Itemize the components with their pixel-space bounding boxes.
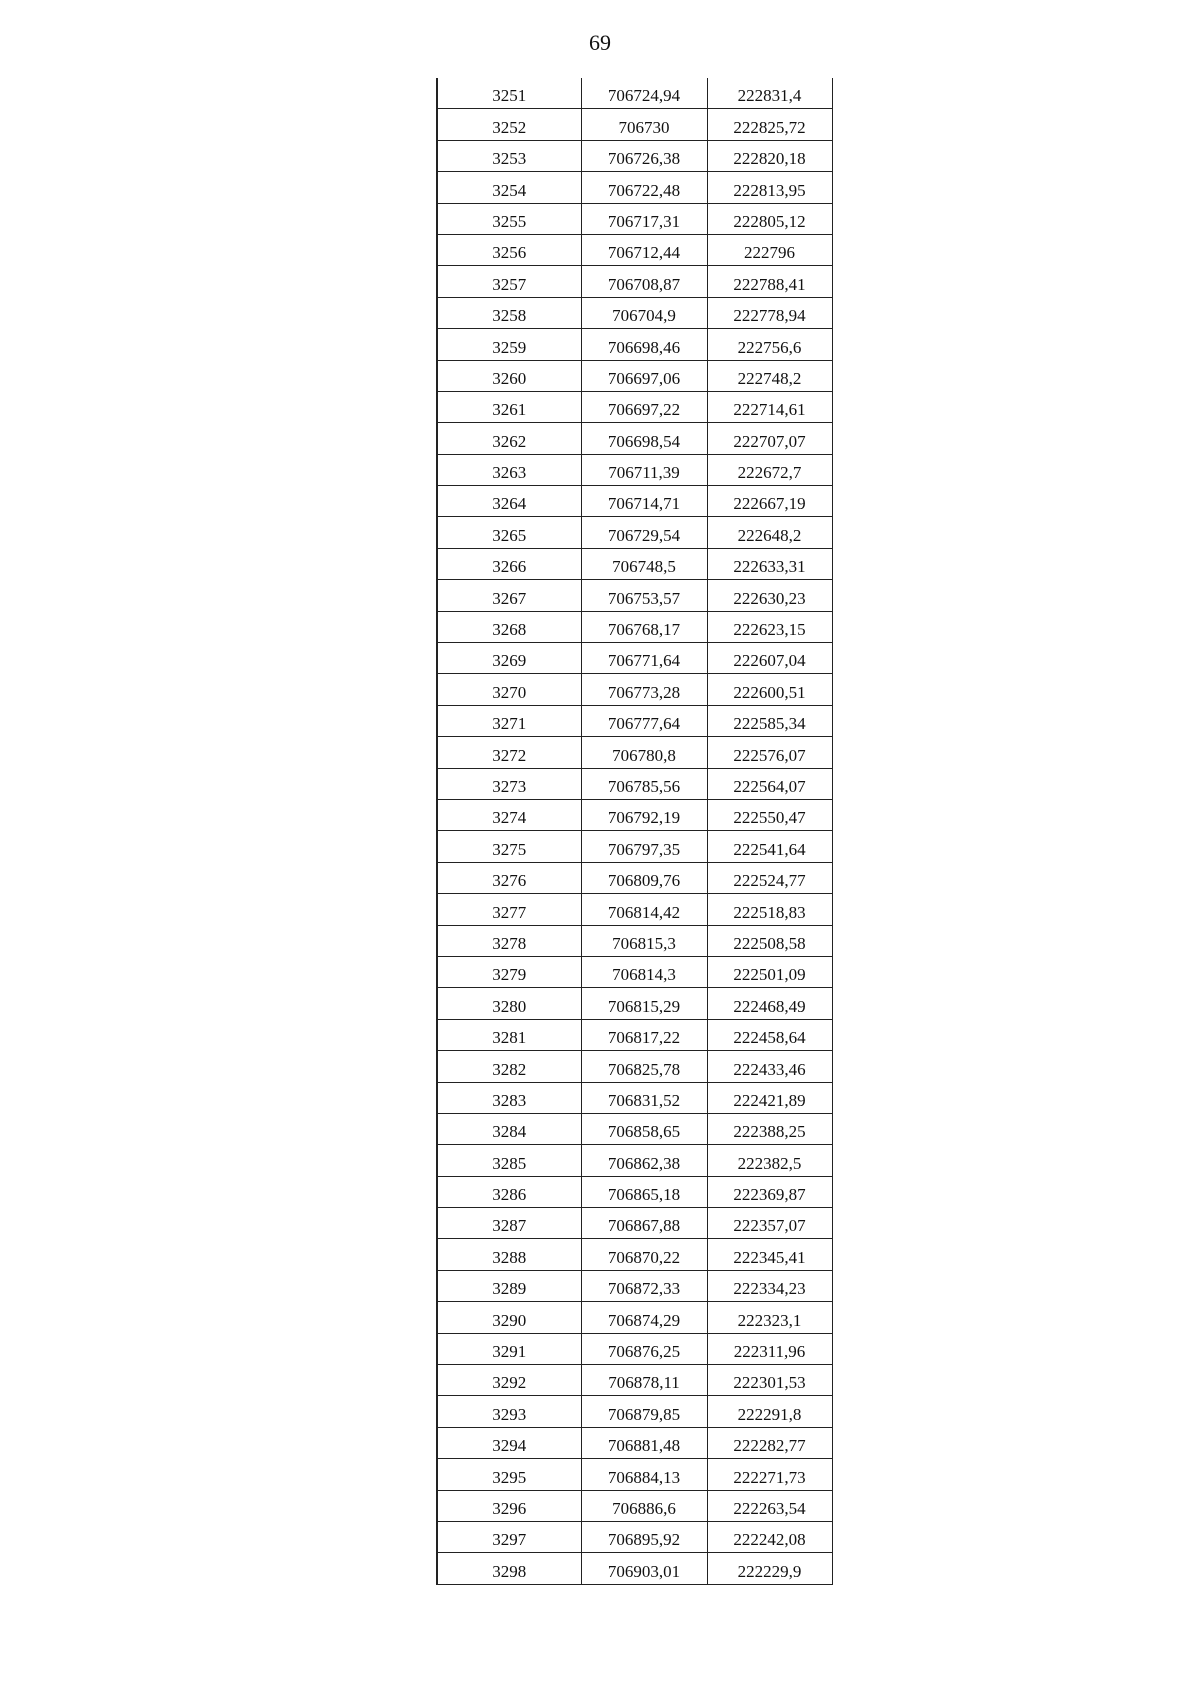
y-coordinate-cell: 222518,83 xyxy=(707,894,832,925)
point-number-cell: 3282 xyxy=(437,1051,581,1082)
table-row xyxy=(437,768,832,799)
table-row xyxy=(437,643,832,674)
x-coordinate-cell: 706753,57 xyxy=(581,580,707,611)
point-number-cell: 3273 xyxy=(437,768,581,799)
table-row xyxy=(437,1396,832,1427)
x-coordinate-cell: 706814,42 xyxy=(581,894,707,925)
point-number-cell: 3272 xyxy=(437,737,581,768)
table-row xyxy=(437,78,832,109)
table-row xyxy=(437,140,832,171)
table-row xyxy=(437,1270,832,1301)
y-coordinate-cell: 222541,64 xyxy=(707,831,832,862)
point-number-cell: 3276 xyxy=(437,862,581,893)
x-coordinate-cell: 706831,52 xyxy=(581,1082,707,1113)
table-row xyxy=(437,454,832,485)
x-coordinate-cell: 706704,9 xyxy=(581,297,707,328)
x-coordinate-cell: 706712,44 xyxy=(581,234,707,265)
y-coordinate-cell: 222576,07 xyxy=(707,737,832,768)
x-coordinate-cell: 706881,48 xyxy=(581,1427,707,1458)
x-coordinate-cell: 706872,33 xyxy=(581,1270,707,1301)
table-row xyxy=(437,548,832,579)
x-coordinate-cell: 706697,22 xyxy=(581,391,707,422)
x-coordinate-cell: 706876,25 xyxy=(581,1333,707,1364)
x-coordinate-cell: 706771,64 xyxy=(581,643,707,674)
y-coordinate-cell: 222564,07 xyxy=(707,768,832,799)
table-row xyxy=(437,988,832,1019)
y-coordinate-cell: 222633,31 xyxy=(707,548,832,579)
table-row xyxy=(437,234,832,265)
table-row xyxy=(437,925,832,956)
y-coordinate-cell: 222301,53 xyxy=(707,1365,832,1396)
x-coordinate-cell: 706870,22 xyxy=(581,1239,707,1270)
y-coordinate-cell: 222334,23 xyxy=(707,1270,832,1301)
point-number-cell: 3262 xyxy=(437,423,581,454)
x-coordinate-cell: 706797,35 xyxy=(581,831,707,862)
table-row xyxy=(437,1365,832,1396)
point-number-cell: 3291 xyxy=(437,1333,581,1364)
point-number-cell: 3259 xyxy=(437,329,581,360)
y-coordinate-cell: 222825,72 xyxy=(707,109,832,140)
point-number-cell: 3297 xyxy=(437,1521,581,1552)
point-number-cell: 3281 xyxy=(437,1019,581,1050)
x-coordinate-cell: 706717,31 xyxy=(581,203,707,234)
x-coordinate-cell: 706862,38 xyxy=(581,1145,707,1176)
y-coordinate-cell: 222263,54 xyxy=(707,1490,832,1521)
point-number-cell: 3258 xyxy=(437,297,581,328)
x-coordinate-cell: 706698,54 xyxy=(581,423,707,454)
table-row xyxy=(437,611,832,642)
x-coordinate-cell: 706730 xyxy=(581,109,707,140)
table-row xyxy=(437,1208,832,1239)
x-coordinate-cell: 706815,3 xyxy=(581,925,707,956)
table-row xyxy=(437,956,832,987)
x-coordinate-cell: 706867,88 xyxy=(581,1208,707,1239)
table-row xyxy=(437,360,832,391)
point-number-cell: 3293 xyxy=(437,1396,581,1427)
y-coordinate-cell: 222707,07 xyxy=(707,423,832,454)
table-row xyxy=(437,172,832,203)
x-coordinate-cell: 706698,46 xyxy=(581,329,707,360)
table-row xyxy=(437,1082,832,1113)
point-number-cell: 3277 xyxy=(437,894,581,925)
y-coordinate-cell: 222813,95 xyxy=(707,172,832,203)
y-coordinate-cell: 222229,9 xyxy=(707,1553,832,1584)
y-coordinate-cell: 222242,08 xyxy=(707,1521,832,1552)
y-coordinate-cell: 222805,12 xyxy=(707,203,832,234)
x-coordinate-cell: 706814,3 xyxy=(581,956,707,987)
point-number-cell: 3271 xyxy=(437,705,581,736)
table-row xyxy=(437,297,832,328)
table-row xyxy=(437,1239,832,1270)
point-number-cell: 3270 xyxy=(437,674,581,705)
y-coordinate-cell: 222831,4 xyxy=(707,78,832,109)
y-coordinate-cell: 222524,77 xyxy=(707,862,832,893)
y-coordinate-cell: 222311,96 xyxy=(707,1333,832,1364)
point-number-cell: 3261 xyxy=(437,391,581,422)
point-number-cell: 3295 xyxy=(437,1459,581,1490)
y-coordinate-cell: 222323,1 xyxy=(707,1302,832,1333)
y-coordinate-cell: 222623,15 xyxy=(707,611,832,642)
y-coordinate-cell: 222648,2 xyxy=(707,517,832,548)
point-number-cell: 3285 xyxy=(437,1145,581,1176)
y-coordinate-cell: 222282,77 xyxy=(707,1427,832,1458)
x-coordinate-cell: 706879,85 xyxy=(581,1396,707,1427)
table-row xyxy=(437,203,832,234)
point-number-cell: 3288 xyxy=(437,1239,581,1270)
table-row xyxy=(437,1113,832,1144)
y-coordinate-cell: 222672,7 xyxy=(707,454,832,485)
x-coordinate-cell: 706780,8 xyxy=(581,737,707,768)
point-number-cell: 3296 xyxy=(437,1490,581,1521)
point-number-cell: 3279 xyxy=(437,956,581,987)
x-coordinate-cell: 706878,11 xyxy=(581,1365,707,1396)
y-coordinate-cell: 222748,2 xyxy=(707,360,832,391)
point-number-cell: 3267 xyxy=(437,580,581,611)
x-coordinate-cell: 706785,56 xyxy=(581,768,707,799)
point-number-cell: 3298 xyxy=(437,1553,581,1584)
coordinates-table-body xyxy=(437,78,832,1584)
x-coordinate-cell: 706697,06 xyxy=(581,360,707,391)
table-row xyxy=(437,423,832,454)
point-number-cell: 3269 xyxy=(437,643,581,674)
table-row xyxy=(437,1427,832,1458)
table-row xyxy=(437,391,832,422)
y-coordinate-cell: 222778,94 xyxy=(707,297,832,328)
point-number-cell: 3283 xyxy=(437,1082,581,1113)
table-row xyxy=(437,486,832,517)
y-coordinate-cell: 222345,41 xyxy=(707,1239,832,1270)
x-coordinate-cell: 706815,29 xyxy=(581,988,707,1019)
y-coordinate-cell: 222667,19 xyxy=(707,486,832,517)
y-coordinate-cell: 222788,41 xyxy=(707,266,832,297)
x-coordinate-cell: 706714,71 xyxy=(581,486,707,517)
table-row xyxy=(437,1302,832,1333)
table-row xyxy=(437,1051,832,1082)
y-coordinate-cell: 222796 xyxy=(707,234,832,265)
table-row xyxy=(437,894,832,925)
x-coordinate-cell: 706773,28 xyxy=(581,674,707,705)
point-number-cell: 3252 xyxy=(437,109,581,140)
table-row xyxy=(437,1490,832,1521)
point-number-cell: 3256 xyxy=(437,234,581,265)
x-coordinate-cell: 706884,13 xyxy=(581,1459,707,1490)
point-number-cell: 3287 xyxy=(437,1208,581,1239)
page-number: 69 xyxy=(589,30,611,55)
x-coordinate-cell: 706708,87 xyxy=(581,266,707,297)
y-coordinate-cell: 222271,73 xyxy=(707,1459,832,1490)
y-coordinate-cell: 222369,87 xyxy=(707,1176,832,1207)
y-coordinate-cell: 222468,49 xyxy=(707,988,832,1019)
y-coordinate-cell: 222421,89 xyxy=(707,1082,832,1113)
point-number-cell: 3265 xyxy=(437,517,581,548)
table-row xyxy=(437,799,832,830)
coordinates-table xyxy=(436,78,833,1585)
point-number-cell: 3264 xyxy=(437,486,581,517)
point-number-cell: 3260 xyxy=(437,360,581,391)
table-row xyxy=(437,1459,832,1490)
y-coordinate-cell: 222820,18 xyxy=(707,140,832,171)
x-coordinate-cell: 706874,29 xyxy=(581,1302,707,1333)
table-row xyxy=(437,1176,832,1207)
table-row xyxy=(437,1521,832,1552)
y-coordinate-cell: 222607,04 xyxy=(707,643,832,674)
table-row xyxy=(437,109,832,140)
point-number-cell: 3266 xyxy=(437,548,581,579)
x-coordinate-cell: 706777,64 xyxy=(581,705,707,736)
x-coordinate-cell: 706722,48 xyxy=(581,172,707,203)
x-coordinate-cell: 706724,94 xyxy=(581,78,707,109)
table-row xyxy=(437,580,832,611)
point-number-cell: 3268 xyxy=(437,611,581,642)
table-row xyxy=(437,737,832,768)
y-coordinate-cell: 222756,6 xyxy=(707,329,832,360)
y-coordinate-cell: 222550,47 xyxy=(707,799,832,830)
point-number-cell: 3290 xyxy=(437,1302,581,1333)
x-coordinate-cell: 706768,17 xyxy=(581,611,707,642)
x-coordinate-cell: 706817,22 xyxy=(581,1019,707,1050)
table-row xyxy=(437,1333,832,1364)
table-row xyxy=(437,1553,832,1584)
table-row xyxy=(437,266,832,297)
y-coordinate-cell: 222458,64 xyxy=(707,1019,832,1050)
point-number-cell: 3253 xyxy=(437,140,581,171)
point-number-cell: 3284 xyxy=(437,1113,581,1144)
x-coordinate-cell: 706903,01 xyxy=(581,1553,707,1584)
table-row xyxy=(437,1019,832,1050)
y-coordinate-cell: 222291,8 xyxy=(707,1396,832,1427)
y-coordinate-cell: 222714,61 xyxy=(707,391,832,422)
x-coordinate-cell: 706825,78 xyxy=(581,1051,707,1082)
y-coordinate-cell: 222630,23 xyxy=(707,580,832,611)
point-number-cell: 3263 xyxy=(437,454,581,485)
y-coordinate-cell: 222382,5 xyxy=(707,1145,832,1176)
point-number-cell: 3251 xyxy=(437,78,581,109)
y-coordinate-cell: 222508,58 xyxy=(707,925,832,956)
point-number-cell: 3254 xyxy=(437,172,581,203)
x-coordinate-cell: 706865,18 xyxy=(581,1176,707,1207)
table-row xyxy=(437,705,832,736)
y-coordinate-cell: 222433,46 xyxy=(707,1051,832,1082)
x-coordinate-cell: 706726,38 xyxy=(581,140,707,171)
table-row xyxy=(437,1145,832,1176)
point-number-cell: 3275 xyxy=(437,831,581,862)
point-number-cell: 3255 xyxy=(437,203,581,234)
x-coordinate-cell: 706858,65 xyxy=(581,1113,707,1144)
point-number-cell: 3280 xyxy=(437,988,581,1019)
y-coordinate-cell: 222585,34 xyxy=(707,705,832,736)
table-row xyxy=(437,517,832,548)
table-row xyxy=(437,831,832,862)
x-coordinate-cell: 706809,76 xyxy=(581,862,707,893)
y-coordinate-cell: 222388,25 xyxy=(707,1113,832,1144)
table-row xyxy=(437,674,832,705)
table-row xyxy=(437,329,832,360)
y-coordinate-cell: 222600,51 xyxy=(707,674,832,705)
y-coordinate-cell: 222501,09 xyxy=(707,956,832,987)
x-coordinate-cell: 706886,6 xyxy=(581,1490,707,1521)
x-coordinate-cell: 706792,19 xyxy=(581,799,707,830)
x-coordinate-cell: 706748,5 xyxy=(581,548,707,579)
point-number-cell: 3274 xyxy=(437,799,581,830)
point-number-cell: 3292 xyxy=(437,1365,581,1396)
point-number-cell: 3286 xyxy=(437,1176,581,1207)
x-coordinate-cell: 706895,92 xyxy=(581,1521,707,1552)
point-number-cell: 3278 xyxy=(437,925,581,956)
y-coordinate-cell: 222357,07 xyxy=(707,1208,832,1239)
table-row xyxy=(437,862,832,893)
x-coordinate-cell: 706711,39 xyxy=(581,454,707,485)
point-number-cell: 3257 xyxy=(437,266,581,297)
point-number-cell: 3294 xyxy=(437,1427,581,1458)
x-coordinate-cell: 706729,54 xyxy=(581,517,707,548)
point-number-cell: 3289 xyxy=(437,1270,581,1301)
